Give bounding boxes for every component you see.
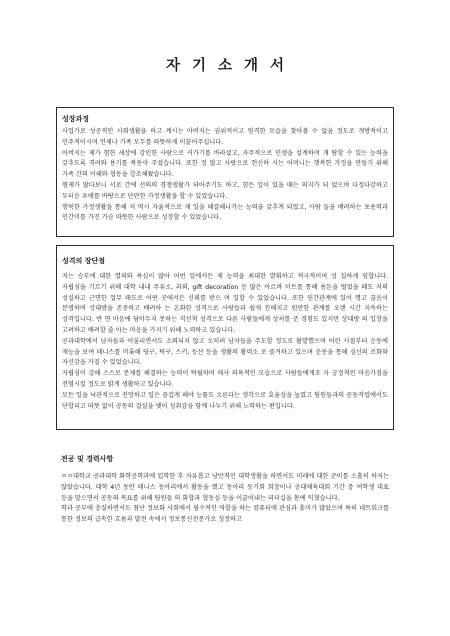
paragraph: 모든 일을 낙관적으로 전망하고 일은 즐겁게 해야 능률도 오른다는 생각으로 효율성을 높였고 팀원들과의 공동작업에서도 단합되고 따뜻 없이 공동의 결실을 맺어 성취감을 함께 나누기 위해 노력하는 편입니다. [62,391,388,410]
paragraph: ㅇㅇ대학교 공과대학 화학공학과에 입학한 후 자유롭고 낭만적인 대학생활을 하면서도 미래에 대한 준비를 소홀히 하지는 않았습니다. 대학 4년 동안 테니스 동아리에서 활동을 했고 동아리 동기회 회장이나 공대체육대회 기간 중 여학생 대표 등을 맡으면서 공동의 목표를 위해 팀원들 의 화합과 협동심 등을 이끌어내는 리더십을 몸에 익혔습니다. [61,473,389,502]
document-title: 자기소개서 [165,57,297,74]
paragraph: 사업가로 성공적인 사회생활을 하고 계시는 아버지는 권위적이고 엄격한 모습을 찾아볼 수 없을 정도로 개방적이고 민주적이시며 언제나 가족 모두를 따뜻하게 이끌어주십니다. [62,128,388,146]
paragraph: 형제가 많다보니 서로 간에 선의의 경쟁생활가 되어주기도 하고, 힘든 일이 있을 때는 의지가 되 었으며 다정다감하고 두터운 우애를 바탕으로 단란한 가정생활을 할 수 있었습니다. [62,181,388,200]
paragraph: 저는 승부에 대한 열의와 욕심이 많아 어떤 일에서든 제 능력을 최대한 발휘하고 적극적이며 성 실하게 임합니다. 자립심을 기르기 위해 대학 내내 주유소, 과외, gift decoration 등 많은 아르바 이트를 통해 용돈을 벌었을 때도 저의 성실하고 근면한 업무 태도로 어떤 곳에서든 신뢰를 받으 며 일할 수 있었습니다. 또한 인간관계에 있어 명고 끊음이 분명하며 상대방을 존중하고 배려하 는 온화한 성격으로 사람들과 쉽게 친해지고 원만한 관계를 오랜 시간 지속하는 성격입니다. 반 면 마음에 담아두지 못하는 직선적 성격으로 다른 사람들에게 상처를 준 경험도 있지만 상대방 의 입장을 고려하고 배려할 줄 아는 마음을 가지기 위해 노력하고 있습니다. [62,273,388,334]
paragraph: 공과대학에서 남자들과 어울리면서도 소외되지 않고 오히려 남자들을 주도할 정도로 활발했으며 어린 시절부터 운동에 재능을 보여 테니스를 비롯해 당구, 탁구, 스키, 등산 등을 생활의 활력소 로 즐겨하고 있으며 운동을 통해 심신의 조화와 자신감을 가질 수 있었습니다. [62,337,388,367]
paragraph: 자립심이 강해 스스로 문제를 해결하는 능력이 탁월하며 매사 의욕적인 모습으로 사람들에게조 자 긍정적인 마음가짐을 전염시킬 정도로 밝게 생활하고 있습니다. [62,370,388,388]
section-heading: 전공 및 경력사항 [61,455,114,463]
paragraph: 아버지는 제가 험한 세상에 강인한 사람으로 커가기를 바라셨고, 자주적으로 인생을 설계하며 개 탐할 수 있는 능력을 갖추도록 격려와 용기를 북돋아 주셨습니다. 또한 정 많고 사랑으로 헌신하 시는 어머니는 행복한 가정을 만들기 위해 가족 간의 이해와 협동을 강조해왔습니다. [62,149,388,179]
section-heading: 성격의 장단점 [62,257,106,265]
section-personality [56,245,394,430]
section-growth [56,107,394,237]
section-career [56,454,394,526]
section-heading: 성장과정 [62,115,90,123]
paragraph: 행복한 가정생활을 통해 저 역시 자율적으로 제 일을 해결해나가는 능력을 갖추게 되었고, 사람 들을 배려하는 포용력과 인간미를 가진 가슴 따뜻한 사람으로 성장할 수 있었습니다. [62,203,388,222]
paragraph: 학과 공부에 충실하면서도 첨단 정보화 사회에서 필수적인 역할을 하는 컴퓨터에 관심과 흥미가 많았으며 특히 네트워크를 통한 정보의 급속한 흐름과 발전 속에서 정보통신전문가로 성장하고 [61,505,389,524]
